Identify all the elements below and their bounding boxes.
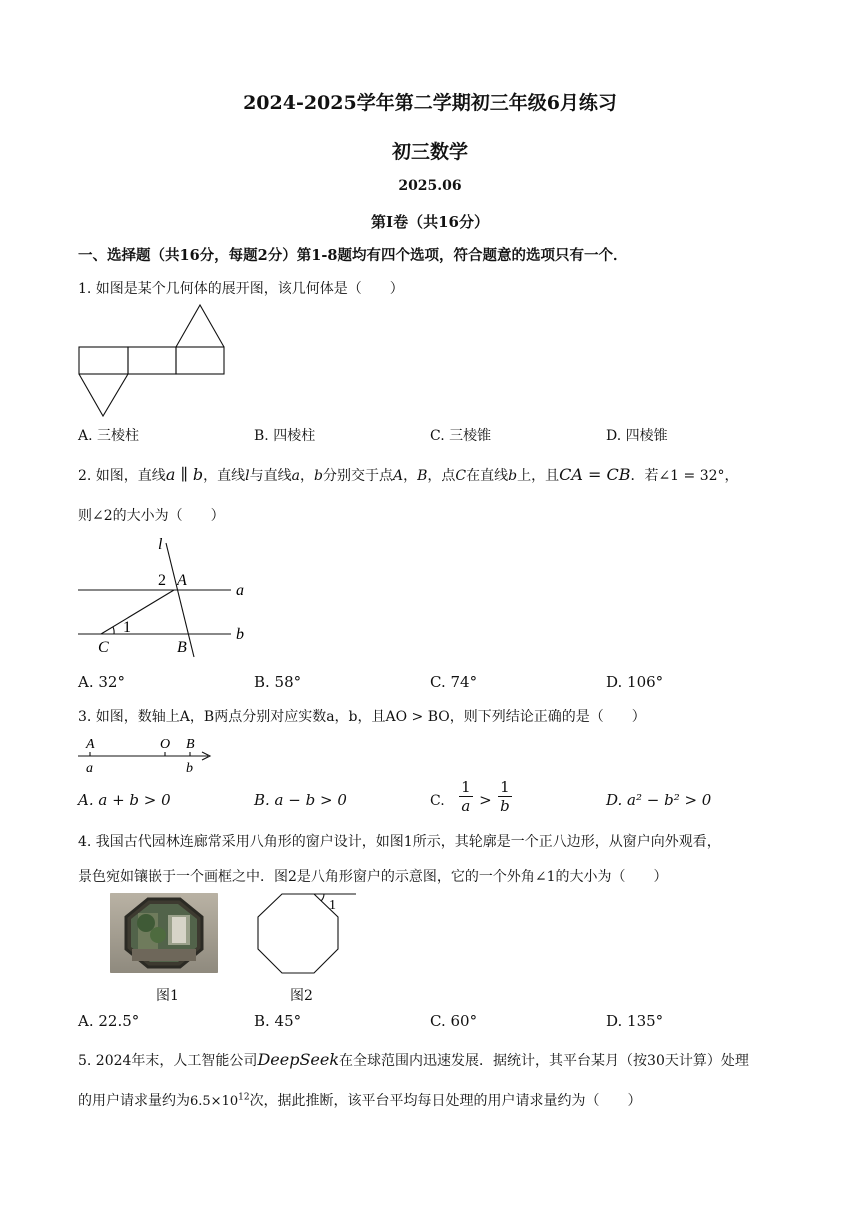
q2-label-C: C	[98, 639, 109, 656]
q3-stem: 3. 如图，数轴上A，B两点分别对应实数a，b，且AO > BO，则下列结论正确的是（ ）	[78, 709, 646, 725]
q4-option-c[interactable]: C. 60°	[430, 1012, 478, 1030]
q2-label-l: l	[158, 536, 163, 553]
section-title: 第I卷（共16分）	[371, 213, 489, 231]
q2-lines-figure	[76, 533, 256, 659]
exam-date: 2025.06	[398, 178, 462, 194]
q3-option-a[interactable]: A. a + b > 0	[78, 791, 171, 809]
q3-option-b[interactable]: B. a − b > 0	[254, 791, 347, 809]
exam-title: 2024-2025学年第二学期初三年级6月练习	[243, 92, 617, 114]
q4-octagon-figure	[252, 890, 362, 980]
subject-title: 初三数学	[391, 141, 468, 163]
q2-label-b: b	[236, 626, 244, 643]
q1-option-b[interactable]: B. 四棱柱	[254, 428, 316, 444]
q2-label-1: 1	[123, 619, 131, 636]
q2-option-d[interactable]: D. 106°	[606, 673, 664, 691]
q5-stem-line2: 的用户请求量约为$6.5\times 10^{12}$次，据此推断，该平台平均每日处理的用户请求量约为（ ）	[78, 1092, 642, 1109]
q2-stem-line2: 则∠2的大小为（ ）	[78, 508, 225, 524]
q3-label-B: B	[186, 737, 195, 752]
q4-stem-line2: 景色宛如镶嵌于一个画框之中．图2是八角形窗户的示意图，它的一个外角∠1的大小为（ ）	[78, 869, 668, 885]
q5-stem-line1: 5. 2024年末，人工智能公司DeepSeek在全球范围内迅速发展．据统计，其平台某月（按30天计算）处理	[78, 1050, 749, 1069]
q4-window-photo	[110, 893, 218, 973]
q4-option-d[interactable]: D. 135°	[606, 1012, 664, 1030]
q1-option-a[interactable]: A. 三棱柱	[78, 428, 140, 444]
q4-caption-fig2: 图2	[290, 988, 313, 1004]
q4-option-a[interactable]: A. 22.5°	[78, 1012, 140, 1030]
q1-option-d[interactable]: D. 四棱锥	[606, 428, 668, 444]
q2-option-b[interactable]: B. 58°	[254, 673, 302, 691]
section-heading: 一、选择题（共16分，每题2分）第1-8题均有四个选项，符合题意的选项只有一个．	[78, 247, 628, 264]
q3-option-d[interactable]: D. a² − b² > 0	[606, 791, 712, 809]
q3-option-c[interactable]: C. $\frac{1}{a}$ > $\frac{1}{b}$	[430, 778, 510, 815]
q2-option-a[interactable]: A. 32°	[78, 673, 125, 691]
q3-number-line	[76, 732, 218, 776]
q4-caption-fig1: 图1	[156, 988, 179, 1004]
q1-stem: 1. 如图是某个几何体的展开图，该几何体是（ ）	[78, 281, 404, 297]
q4-option-b[interactable]: B. 45°	[254, 1012, 302, 1030]
q2-label-a: a	[236, 582, 244, 599]
q1-option-c[interactable]: C. 三棱锥	[430, 428, 492, 444]
q3-label-O: O	[160, 737, 171, 752]
q4-stem-line1: 4. 我国古代园林连廊常采用八角形的窗户设计，如图1所示，其轮廓是一个正八边形，从窗户向外观看，	[78, 834, 721, 850]
q1-net-figure	[76, 300, 228, 418]
q2-stem-line1: 2. 如图，直线a ∥ b，直线l与直线a，b分别交于点A，B，点C在直线b上，且CA = CB．若∠1 = 32°，	[78, 465, 739, 484]
q2-label-A: A	[177, 572, 187, 589]
q2-option-c[interactable]: C. 74°	[430, 673, 478, 691]
q3-label-A: A	[86, 737, 95, 752]
q3-label-b: b	[186, 761, 193, 776]
q2-label-2: 2	[158, 572, 166, 589]
q3-label-a: a	[86, 761, 93, 776]
q2-label-B: B	[177, 639, 187, 656]
q4-angle-label: 1	[329, 898, 336, 913]
